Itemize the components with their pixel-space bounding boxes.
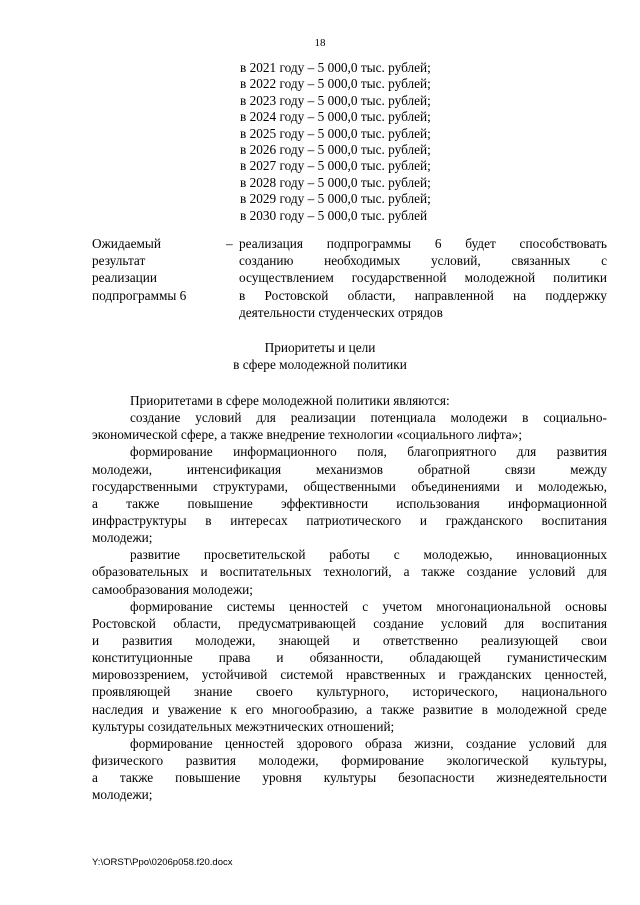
word: потенциала	[370, 410, 436, 426]
heading-line: Приоритеты и цели	[264, 340, 376, 355]
label-line: реализации	[92, 270, 157, 286]
paragraph-line	[92, 615, 607, 632]
funding-line: в 2023 году – 5 000,0 тыс. рублей;	[240, 92, 431, 108]
funding-line: в 2030 году – 5 000,0 тыс. рублей	[240, 207, 428, 223]
paragraph-line	[92, 701, 607, 718]
expected-result-label	[92, 235, 222, 304]
word: гражданского	[445, 512, 523, 528]
word: общественными	[303, 478, 396, 494]
word: условий	[529, 564, 576, 580]
word: а	[92, 495, 98, 511]
word: безопасности	[398, 770, 475, 786]
word: учетом	[382, 598, 423, 614]
paragraph-line	[92, 546, 607, 563]
word: жизни,	[414, 735, 454, 751]
word: технологий,	[323, 564, 392, 580]
word: в	[205, 512, 212, 528]
word: и	[200, 564, 208, 580]
paragraph-line	[92, 769, 607, 786]
funding-line: в 2029 году – 5 000,0 тыс. рублей;	[240, 191, 431, 207]
word: патриотического	[306, 512, 402, 528]
word: и	[152, 701, 160, 717]
funding-line: в 2021 году – 5 000,0 тыс. рублей;	[240, 60, 431, 75]
word: гражданских	[458, 667, 532, 683]
paragraph-line	[92, 461, 607, 478]
word: создание	[466, 564, 518, 580]
word: молодежи,	[195, 632, 256, 648]
word: конституционные	[92, 650, 193, 666]
word: и	[419, 512, 427, 528]
word: будет	[465, 236, 496, 251]
word: интересах	[230, 512, 288, 528]
funding-line: в 2027 году – 5 000,0 тыс. рублей;	[240, 158, 431, 174]
word: способствовать	[519, 236, 607, 251]
word: области,	[347, 287, 396, 303]
value-line: деятельности студенческих отрядов	[239, 304, 443, 320]
word: условий,	[430, 253, 481, 269]
word: эффективности	[280, 495, 369, 511]
word: развития	[122, 632, 173, 648]
paragraph-line	[92, 632, 607, 649]
word: молодежи,	[258, 752, 319, 768]
word: молодежи	[450, 410, 508, 426]
word: экологической	[446, 752, 529, 768]
word: создание	[373, 615, 424, 631]
word: к	[230, 701, 237, 717]
paragraph-line	[92, 409, 607, 426]
word: ответственно	[382, 632, 458, 648]
word: для	[587, 564, 607, 580]
word: поля,	[357, 444, 387, 460]
word: воспитательных	[219, 564, 312, 580]
word: формирование	[341, 752, 424, 768]
word: условий	[195, 410, 242, 426]
paragraph-line	[92, 443, 607, 460]
word: 6	[434, 236, 442, 251]
word: знающей	[278, 632, 330, 648]
word: связанных	[511, 253, 571, 269]
word: в	[239, 287, 246, 303]
word: а	[92, 770, 98, 786]
word: подпрограммы	[326, 236, 412, 251]
word: ценностей	[225, 735, 284, 751]
word: молодежью,	[538, 478, 607, 494]
paragraph-line: молодежи;	[92, 787, 153, 803]
word: физического	[92, 752, 164, 768]
word: также	[421, 564, 455, 580]
word: среде	[575, 701, 607, 717]
word: благоприятного	[407, 444, 497, 460]
paragraph-line	[92, 666, 607, 683]
word: многообразию,	[271, 701, 358, 717]
word: механизмов	[315, 461, 384, 477]
word: формирование	[130, 444, 213, 460]
word: использования	[396, 495, 480, 511]
word: созданию	[239, 253, 294, 269]
word: а	[366, 701, 373, 717]
word: информационного	[233, 444, 337, 460]
word: реализующей	[480, 632, 559, 648]
word: права	[218, 650, 251, 666]
word: необходимых	[324, 253, 401, 269]
word: также	[380, 701, 415, 717]
word: повышение	[187, 495, 253, 511]
word: предусматривающей	[238, 615, 356, 631]
expected-result-text	[239, 235, 607, 321]
word: также	[126, 495, 160, 511]
funding-line: в 2024 году – 5 000,0 тыс. рублей;	[240, 109, 431, 125]
word: с	[601, 253, 607, 269]
word: уровня	[262, 770, 302, 786]
word: здорового	[296, 735, 353, 751]
word: ценностей	[289, 598, 349, 614]
word: инфраструктуры	[92, 512, 187, 528]
word: культурного,	[316, 684, 389, 700]
word: для	[587, 735, 607, 751]
word: молодежи,	[92, 461, 153, 477]
label-dash: –	[226, 236, 233, 251]
word: развитие	[130, 547, 181, 563]
word: обязанности,	[309, 650, 384, 666]
paragraph-line	[92, 478, 607, 495]
word: и	[92, 632, 100, 648]
word: формирование	[130, 598, 213, 614]
word: государственными	[92, 478, 198, 494]
word: знание	[194, 684, 233, 700]
paragraph-line	[92, 598, 607, 615]
word: реализация	[239, 236, 303, 251]
paragraph-line	[92, 683, 607, 700]
word: просветительской	[203, 547, 306, 563]
paragraph-line: молодежи;	[92, 530, 153, 546]
paragraph-line	[92, 512, 607, 529]
word: направленной	[414, 287, 494, 303]
word: для	[504, 615, 525, 631]
word: формирование	[130, 735, 213, 751]
paragraph-line: самообразования молодежи;	[92, 581, 253, 597]
word: социально-	[543, 410, 607, 426]
paragraph-line	[92, 649, 607, 666]
value-line	[239, 269, 607, 286]
word: в	[481, 701, 488, 717]
word: на	[513, 287, 527, 303]
word: повышение	[175, 770, 241, 786]
heading-line: в сфере молодежной политики	[233, 357, 407, 372]
word: образовательных	[92, 564, 189, 580]
word: устойчивой	[201, 667, 268, 683]
word: воспитания	[541, 615, 607, 631]
word: связи	[504, 461, 536, 477]
word: государственной	[351, 270, 447, 286]
word: и	[438, 667, 446, 683]
funding-line: в 2022 году – 5 000,0 тыс. рублей;	[240, 76, 431, 92]
word: уважение	[167, 701, 222, 717]
paragraph-line	[92, 563, 607, 580]
word: культуры,	[551, 752, 607, 768]
label-line: результат	[92, 253, 146, 269]
word: структурами,	[212, 478, 288, 494]
paragraph-line	[92, 495, 607, 512]
word: политики	[553, 270, 607, 286]
funding-list	[240, 60, 431, 224]
paragraph-line	[92, 752, 607, 769]
page-number: 18	[314, 37, 326, 49]
word: воспитания	[541, 512, 607, 528]
word: и	[276, 650, 284, 666]
word: молодежной	[464, 270, 536, 286]
word: многонациональной	[436, 598, 551, 614]
word: и	[515, 478, 523, 494]
value-line	[239, 252, 607, 269]
word: нравственных	[346, 667, 426, 683]
label-line: подпрограммы 6	[92, 287, 187, 303]
word: информационной	[507, 495, 607, 511]
word: а	[403, 564, 410, 580]
word: инновационных	[516, 547, 607, 563]
word: национального	[521, 684, 607, 700]
word: обратной	[417, 461, 471, 477]
word: создание	[465, 735, 517, 751]
word: обладающей	[409, 650, 481, 666]
word: между	[570, 461, 607, 477]
word: своего	[256, 684, 293, 700]
paragraph-line	[92, 735, 607, 752]
word: осуществлением	[239, 270, 334, 286]
file-path-footer: Y:\ORST\Ppo\0206p058.f20.docx	[92, 857, 233, 868]
word: жизнедеятельности	[496, 770, 607, 786]
word: с	[362, 598, 369, 614]
word: системой	[280, 667, 334, 683]
word: образа	[365, 735, 403, 751]
word: проявляющей	[92, 684, 171, 700]
funding-line: в 2028 году – 5 000,0 тыс. рублей;	[240, 174, 431, 190]
value-line	[239, 235, 607, 252]
word: с	[393, 547, 400, 563]
paragraph-line: экономической сфере, а также внедрение технологии «социального лифта»;	[92, 427, 523, 443]
word: гуманистическим	[506, 650, 607, 666]
word: в	[522, 410, 529, 426]
word: интенсификация	[186, 461, 282, 477]
word: поддержку	[545, 287, 607, 303]
word: работы	[329, 547, 370, 563]
word: его	[245, 701, 264, 717]
word: молодежной	[496, 701, 568, 717]
value-line	[239, 287, 607, 304]
funding-line: в 2026 году – 5 000,0 тыс. рублей;	[240, 141, 431, 157]
body-text	[92, 392, 607, 803]
word: свои	[581, 632, 607, 648]
word: для	[256, 410, 276, 426]
word: молодежью,	[423, 547, 493, 563]
paragraph-line: Приоритетами в сфере молодежной политики являются:	[130, 393, 450, 408]
word: наследия	[92, 701, 144, 717]
word: развития	[556, 444, 607, 460]
paragraph-line: культуры созидательных межэтнических отношений;	[92, 718, 395, 734]
word: также	[119, 770, 154, 786]
word: развитие	[422, 701, 473, 717]
word: условий	[528, 735, 576, 751]
word: развития	[185, 752, 236, 768]
word: системы	[226, 598, 275, 614]
word: объединениями	[411, 478, 500, 494]
word: создание	[130, 410, 181, 426]
word: ценностей,	[544, 667, 607, 683]
word: для	[516, 444, 537, 460]
label-line: Ожидаемый	[92, 236, 161, 251]
word: Ростовской	[92, 615, 156, 631]
funding-line: в 2025 году – 5 000,0 тыс. рублей;	[240, 125, 431, 141]
word: реализации	[290, 410, 356, 426]
word: основы	[565, 598, 607, 614]
word: мировоззрением,	[92, 667, 189, 683]
word: условий	[440, 615, 488, 631]
word: Ростовской	[264, 287, 329, 303]
section-heading	[0, 339, 640, 373]
word: исторического,	[412, 684, 498, 700]
word: и	[352, 632, 360, 648]
word: культуры	[323, 770, 377, 786]
word: области,	[173, 615, 221, 631]
